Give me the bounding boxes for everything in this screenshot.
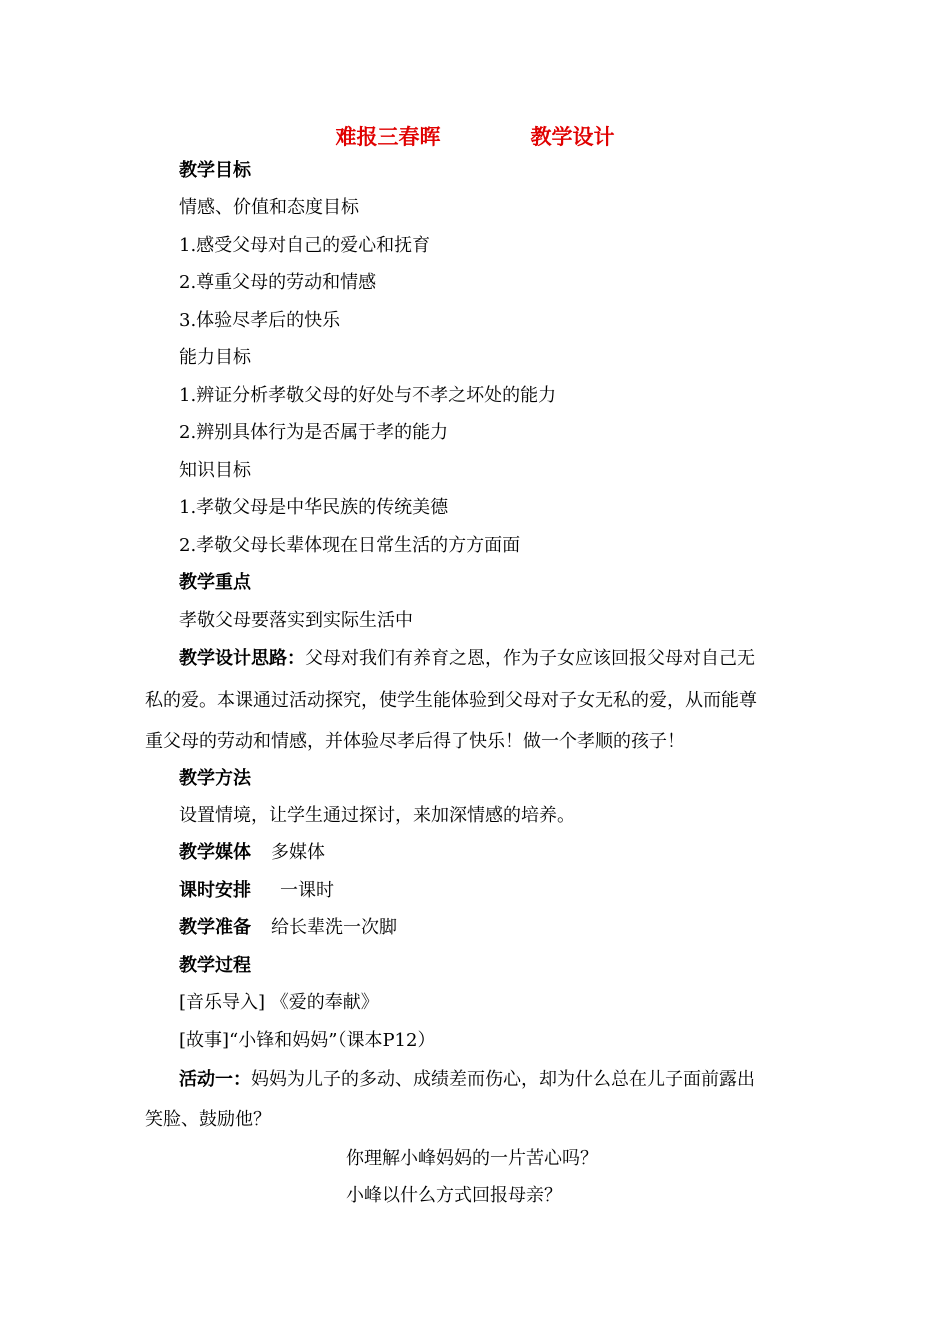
heading-preparation: 教学准备 [179,917,251,938]
preparation-text: 给长辈洗一次脚 [271,917,397,938]
goal-knowledge-2: 2.孝敬父母长辈体现在日常生活的方方面面 [179,535,521,556]
goal-ability-2: 2.辨别具体行为是否属于孝的能力 [179,422,449,443]
goal-emotion-1: 1.感受父母对自己的爱心和抚育 [179,235,431,256]
goal-ability-1: 1.辨证分析孝敬父母的好处与不孝之坏处的能力 [179,385,557,406]
question-2: 小峰以什么方式回报母亲？ [346,1185,562,1206]
title-part1: 难报三春晖 [335,124,441,149]
heading-class-hours: 课时安排 [179,880,251,901]
heading-activity-1: 活动一： [179,1069,251,1090]
heading-design-idea: 教学设计思路： [179,648,305,669]
key-points-text: 孝敬父母要落实到实际生活中 [179,610,413,631]
heading-teaching-media: 教学媒体 [179,842,251,863]
heading-teaching-method: 教学方法 [179,768,251,789]
goal-ability-heading: 能力目标 [179,347,251,368]
goal-knowledge-1: 1.孝敬父母是中华民族的传统美德 [179,497,449,518]
design-idea-line-1 [179,646,755,672]
teaching-media-line [179,840,325,866]
teaching-method-text: 设置情境，让学生通过探讨，来加深情感的培养。 [179,805,575,826]
heading-teaching-goals: 教学目标 [179,160,251,181]
activity-1-line-1 [179,1067,755,1093]
design-idea-text-1: 父母对我们有养育之恩，作为子女应该回报父母对自己无 [305,648,755,669]
heading-teaching-process: 教学过程 [179,955,251,976]
goal-knowledge-heading: 知识目标 [179,460,251,481]
teaching-media-text: 多媒体 [271,842,325,863]
design-idea-line-2: 私的爱。本课通过活动探究，使学生能体验到父母对子女无私的爱，从而能尊 [145,690,757,711]
story-line: [故事]“小锋和妈妈”（课本P12） [179,1030,436,1051]
activity-1-text-1: 妈妈为儿子的多动、成绩差而伤心，却为什么总在儿子面前露出 [251,1069,755,1090]
class-hours-text: 一课时 [280,880,334,901]
preparation-line [179,915,397,941]
goal-emotion-heading: 情感、价值和态度目标 [179,197,359,218]
goal-emotion-3: 3.体验尽孝后的快乐 [179,310,341,331]
title-part2: 教学设计 [530,124,615,149]
class-hours-line [179,878,334,904]
question-1: 你理解小峰妈妈的一片苦心吗？ [346,1148,598,1169]
heading-key-points: 教学重点 [179,572,251,593]
goal-emotion-2: 2.尊重父母的劳动和情感 [179,272,377,293]
design-idea-line-3: 重父母的劳动和情感，并体验尽孝后得了快乐！做一个孝顺的孩子！ [145,731,685,752]
activity-1-line-2: 笑脸、鼓励他？ [145,1109,271,1130]
document-title [0,123,950,151]
music-intro: [音乐导入] 《爱的奉献》 [179,992,379,1013]
